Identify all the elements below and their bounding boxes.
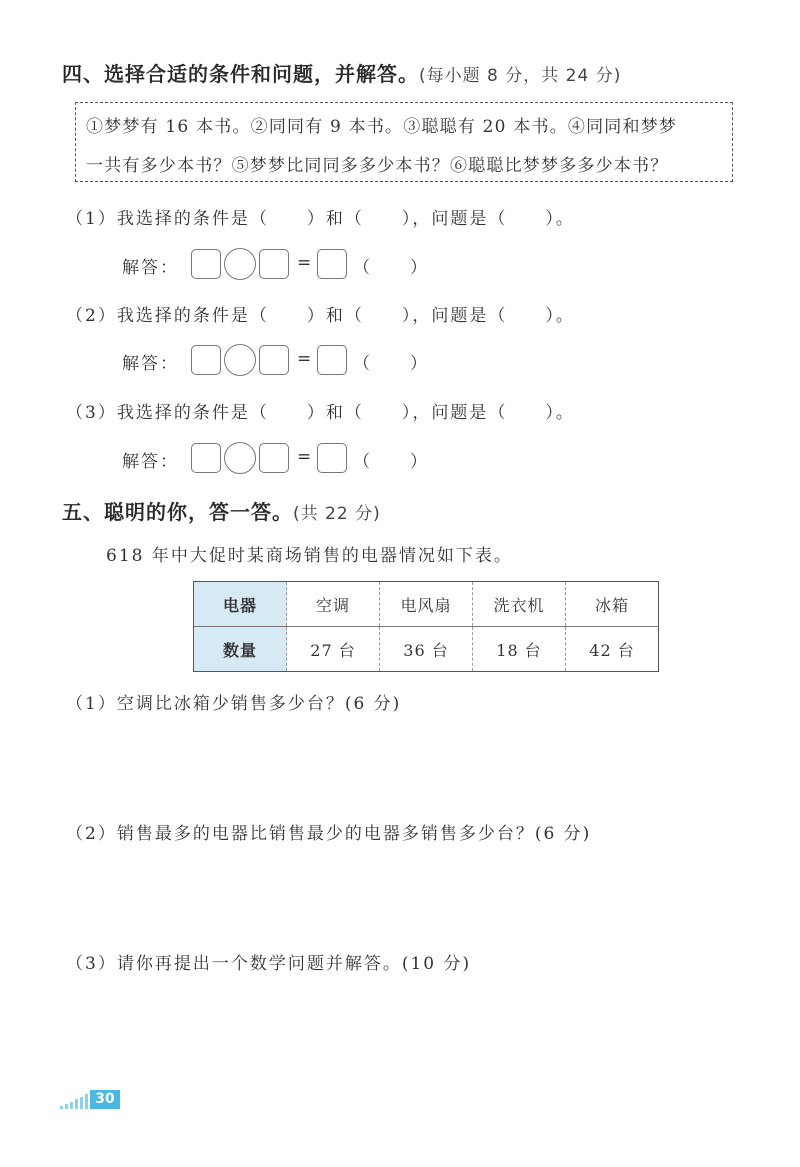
question-3-prompt [66,398,575,423]
section-4-title: 四、选择合适的条件和问题，并解答。 [62,62,419,86]
decor-bar [60,1106,63,1109]
answer-box-result[interactable] [317,443,347,473]
section-5-heading [62,496,381,525]
question-number: （1） [66,209,117,229]
question-stem: 我选择的条件是 [116,403,250,423]
table-quantity-cell: 27 台 [287,627,380,672]
word-problem-2: （2）销售最多的电器比销售最少的电器多销售多少台？(6 分) [66,824,592,844]
answer-label: 解答： [122,258,179,278]
condition-blank-b[interactable]: （ ） [344,306,413,326]
unit-blank[interactable]: （ ） [353,452,429,472]
question-1-prompt [66,204,575,229]
word-problem-3: （3）请你再提出一个数学问题并解答。(10 分) [66,954,472,974]
section-5-score-note: (共 22 分) [293,504,381,524]
equals-sign: = [297,349,314,369]
table-header-row [194,582,659,627]
question-1-answer-row [0,247,800,281]
answer-box-result[interactable] [317,249,347,279]
page-number: 30 [90,1090,120,1109]
condition-blank-a[interactable]: （ ） [249,306,326,326]
section-5-title: 五、聪明的你，答一答。 [62,500,293,524]
answer-label: 解答： [122,354,179,374]
question-blank[interactable]: （ ） [488,403,556,423]
table-item-cell: 洗衣机 [473,582,566,627]
answer-box-number-1[interactable] [191,345,221,375]
question-3-answer-row [0,441,800,475]
unit-blank[interactable]: （ ） [353,258,429,278]
question-number: （2） [66,306,117,326]
table-quantity-cell: 18 台 [473,627,566,672]
period: 。 [555,209,575,229]
decor-bar [80,1097,83,1109]
answer-box-number-2[interactable] [259,249,289,279]
answer-box-number-1[interactable] [191,443,221,473]
answer-circle-operator[interactable] [224,248,256,280]
table-item-cell: 冰箱 [566,582,659,627]
page-number-decoration [60,1094,90,1109]
condition-blank-b[interactable]: （ ） [344,209,413,229]
answer-box-number-2[interactable] [259,345,289,375]
period: 。 [555,306,575,326]
table-quantity-cell: 42 台 [566,627,659,672]
question-stem: 我选择的条件是 [116,209,250,229]
question-blank[interactable]: （ ） [488,306,556,326]
table-item-cell: 空调 [287,582,380,627]
table-quantity-cell: 36 台 [380,627,473,672]
appliance-sales-table [193,581,659,672]
question-2-prompt [66,301,575,326]
answer-label: 解答： [122,452,179,472]
table-quantity-row [194,627,659,672]
and-word: 和 [325,209,345,229]
answer-box-result[interactable] [317,345,347,375]
table-intro-text: 618 年中大促时某商场销售的电器情况如下表。 [106,546,513,566]
section-4-heading [62,58,621,87]
answer-box-number-2[interactable] [259,443,289,473]
answer-circle-operator[interactable] [224,442,256,474]
table-header-label: 电器 [194,582,287,627]
table-row-label: 数量 [194,627,287,672]
question-label: ，问题是 [412,209,489,229]
decor-bar [70,1102,73,1109]
decor-bar [75,1099,78,1109]
question-label: ，问题是 [412,306,489,326]
decor-bar [85,1094,88,1109]
section-4-score-note: (每小题 8 分，共 24 分) [419,66,622,86]
condition-blank-b[interactable]: （ ） [344,403,413,423]
conditions-line-2: 一共有多少本书？⑤梦梦比同同多多少本书？⑥聪聪比梦梦多多少本书？ [86,156,669,176]
question-label: ，问题是 [412,403,489,423]
unit-blank[interactable]: （ ） [353,354,429,374]
and-word: 和 [325,306,345,326]
equals-sign: = [297,253,314,273]
decor-bar [65,1104,68,1109]
and-word: 和 [325,403,345,423]
question-blank[interactable]: （ ） [488,209,556,229]
answer-box-number-1[interactable] [191,249,221,279]
condition-blank-a[interactable]: （ ） [249,209,326,229]
condition-blank-a[interactable]: （ ） [249,403,326,423]
answer-circle-operator[interactable] [224,344,256,376]
conditions-line-1: ①梦梦有 16 本书。②同同有 9 本书。③聪聪有 20 本书。④同同和梦梦 [86,117,678,137]
conditions-box [75,102,733,182]
word-problem-1: （1）空调比冰箱少销售多少台？(6 分) [66,694,402,714]
question-stem: 我选择的条件是 [116,306,250,326]
table-item-cell: 电风扇 [380,582,473,627]
equals-sign: = [297,447,314,467]
period: 。 [555,403,575,423]
question-2-answer-row [0,343,800,377]
question-number: （3） [66,403,117,423]
